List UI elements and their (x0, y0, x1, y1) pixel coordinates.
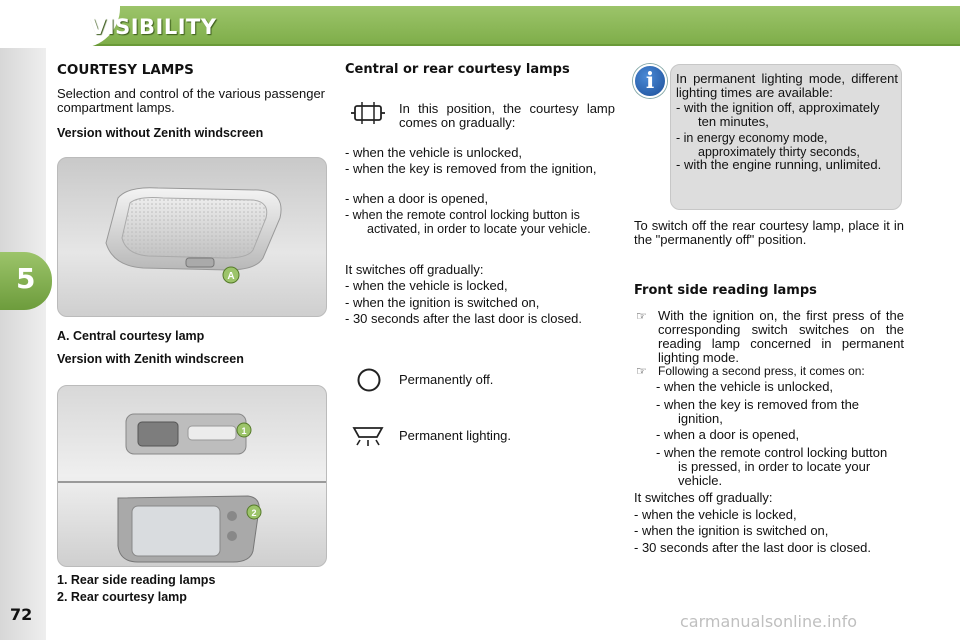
front-on-item-3: - when a door is opened, (656, 427, 800, 442)
front-bullet-2: Following a second press, it comes on: (658, 364, 865, 378)
front-reading-heading: Front side reading lamps (634, 283, 817, 298)
front-off-intro: It switches off gradually: (634, 490, 773, 505)
mid-off-item-3: - 30 seconds after the last door is closed. (345, 311, 583, 326)
mid-off-intro: It switches off gradually: (345, 262, 484, 277)
section-title: VISIBILITY (90, 15, 217, 39)
permanently-off-icon (356, 367, 382, 393)
caption-rear-courtesy-lamp: 2. Rear courtesy lamp (57, 590, 187, 604)
gradual-lighting-icon (350, 100, 386, 128)
rear-switch-off-text: To switch off the rear courtesy lamp, place it in the "permanently off" position. (634, 218, 904, 247)
caption-central-courtesy-lamp: A. Central courtesy lamp (57, 329, 205, 343)
front-off-item-1: - when the vehicle is locked, (634, 507, 797, 522)
mid-off-item-2: - when the ignition is switched on, (345, 295, 540, 310)
marker-a: A (227, 271, 235, 282)
watermark: carmanualsonline.info (680, 612, 858, 631)
front-bullet-1: With the ignition on, the first press of the corresponding switch switches on the reading lamp concerned in permanent lighting mode. (658, 308, 904, 365)
info-icon: i (633, 64, 667, 98)
info-item-2: - in energy economy mode, approximately thirty seconds, (676, 131, 860, 159)
mid-on-item-4: - when the remote control locking button is activated, in order to locate your vehicle. (345, 208, 591, 236)
permanent-lighting-icon (350, 422, 386, 448)
page-header (0, 0, 960, 48)
version-with-zenith: Version with Zenith windscreen (57, 352, 244, 366)
mid-on-item-2: - when the key is removed from the ignition, (345, 161, 597, 176)
courtesy-lamps-intro: Selection and control of the various passenger compartment lamps. (57, 86, 325, 115)
front-on-item-4: - when the remote control locking button is pressed, in order to locate your vehicle. (656, 445, 888, 488)
rear-lamps-photo (57, 385, 327, 567)
page-number: 72 (10, 605, 33, 624)
mid-on-item-1: - when the vehicle is unlocked, (345, 145, 523, 160)
info-item-3: - with the engine running, unlimited. (676, 157, 882, 172)
permanent-lighting-text: Permanent lighting. (399, 428, 512, 443)
front-off-item-3: - 30 seconds after the last door is closed. (634, 540, 872, 555)
mid-off-item-1: - when the vehicle is locked, (345, 278, 508, 293)
front-on-item-2: - when the key is removed from the ignition, (656, 397, 860, 426)
front-off-item-2: - when the ignition is switched on, (634, 523, 829, 538)
permanently-off-text: Permanently off. (399, 372, 494, 387)
bullet-icon-2: ☞ (636, 364, 647, 378)
mid-on-item-3: - when a door is opened, (345, 191, 489, 206)
marker-2: 2 (251, 508, 257, 518)
info-lead: In permanent lighting mode, different lighting times are available: (676, 71, 898, 100)
gradual-lighting-text: In this position, the courtesy lamp comes on gradually: (399, 101, 615, 130)
version-without-zenith: Version without Zenith windscreen (57, 126, 264, 140)
bullet-icon-1: ☞ (636, 309, 647, 323)
front-on-item-1: - when the vehicle is unlocked, (656, 379, 834, 394)
central-rear-heading: Central or rear courtesy lamps (345, 62, 570, 77)
chapter-number: 5 (16, 262, 36, 295)
caption-rear-side-reading-lamps: 1. Rear side reading lamps (57, 573, 216, 587)
side-strip (0, 48, 46, 640)
courtesy-lamps-heading: COURTESY LAMPS (57, 62, 194, 78)
info-item-1: - with the ignition off, approximately ten minutes, (676, 100, 880, 129)
central-courtesy-lamp-photo (57, 157, 327, 317)
marker-1: 1 (241, 426, 247, 436)
